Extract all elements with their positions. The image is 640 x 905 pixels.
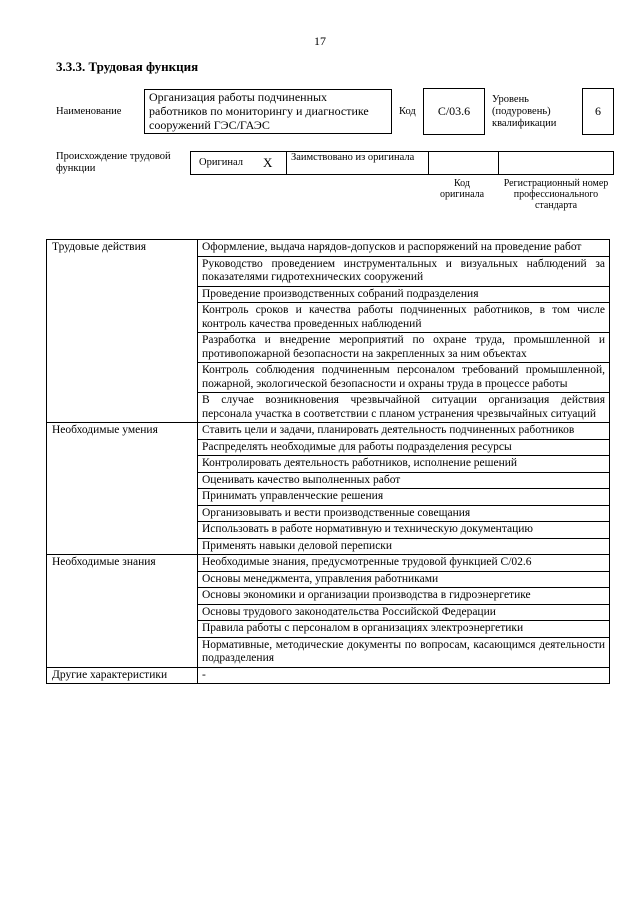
- code-box: [423, 88, 485, 135]
- item-text: Контроль сроков и качества работы подчиненных работников, в том числе контроль качества проведенных наблюдений: [198, 303, 610, 333]
- item-text: Разработка и внедрение мероприятий по охране труда, промышленной и противопожарной безопасности на закрепленных за ним объектах: [198, 333, 610, 363]
- item-text: Оценивать качество выполненных работ: [198, 472, 610, 489]
- table-row: [47, 555, 610, 572]
- level-value: 6: [595, 104, 601, 118]
- category-label: Необходимые умения: [47, 423, 198, 555]
- item-text: Организовывать и вести производственные совещания: [198, 505, 610, 522]
- original-code-cell: [429, 152, 499, 174]
- item-text: Контроль соблюдения подчиненным персоналом требований промышленной, пожарной, экологической безопасности и охраны труда в процессе работы: [198, 363, 610, 393]
- item-text: Проведение производственных собраний подразделения: [198, 286, 610, 303]
- item-text: Применять навыки деловой переписки: [198, 538, 610, 555]
- borrowed-label: Заимствовано из оригинала: [291, 152, 415, 163]
- original-mark: X: [263, 155, 273, 170]
- borrowed-cell: [287, 152, 429, 174]
- item-text: Основы экономики и организации производства в гидроэнергетике: [198, 588, 610, 605]
- item-text: Ставить цели и задачи, планировать деятельность подчиненных работников: [198, 423, 610, 440]
- item-text: Нормативные, методические документы по вопросам, касающимся деятельности подразделения: [198, 637, 610, 667]
- function-name-value: Организация работы подчиненных работников по мониторингу и диагностике сооружений ГЭС/ГАЭС: [149, 90, 369, 132]
- table-row: [47, 667, 610, 684]
- table-row: [47, 423, 610, 440]
- item-text: Принимать управленческие решения: [198, 489, 610, 506]
- original-label: Оригинал: [199, 157, 243, 168]
- item-text: Использовать в работе нормативную и техническую документацию: [198, 522, 610, 539]
- item-text: Руководство проведением инструментальных и визуальных наблюдений за показателями гидротехнических сооружений: [198, 256, 610, 286]
- code-value: C/03.6: [437, 104, 471, 118]
- section-title: 3.3.3. Трудовая функция: [56, 59, 199, 74]
- category-label: Трудовые действия: [47, 240, 198, 423]
- table-row: [47, 240, 610, 257]
- item-text: Оформление, выдача нарядов-допусков и распоряжений на проведение работ: [198, 240, 610, 257]
- function-name-box: [144, 89, 392, 134]
- level-box: [582, 88, 614, 135]
- item-text: Контролировать деятельность работников, исполнение решений: [198, 456, 610, 473]
- regnum-caption: Регистрационный номер профессионального стандарта: [503, 178, 609, 211]
- level-label: Уровень (подуровень) квалификации: [492, 94, 557, 129]
- item-text: -: [198, 667, 610, 684]
- category-label: Другие характеристики: [47, 667, 198, 684]
- item-text: Основы менеджмента, управления работниками: [198, 571, 610, 588]
- item-text: Необходимые знания, предусмотренные трудовой функцией C/02.6: [198, 555, 610, 572]
- regnum-cell: [499, 152, 613, 174]
- category-label: Необходимые знания: [47, 555, 198, 668]
- original-code-caption: Код оригинала: [439, 178, 485, 200]
- function-table: [46, 239, 610, 684]
- original-cell: [191, 152, 287, 174]
- item-text: В случае возникновения чрезвычайной ситуации организация действия персонала участка в соответствии с планом устранения чрезвычайных ситуаций: [198, 393, 610, 423]
- item-text: Основы трудового законодательства Российской Федерации: [198, 604, 610, 621]
- page-number: 17: [314, 34, 326, 48]
- origin-label: Происхождение трудовой функции: [56, 151, 171, 174]
- name-label: Наименование: [56, 106, 122, 117]
- item-text: Правила работы с персоналом в организациях электроэнергетики: [198, 621, 610, 638]
- item-text: Распределять необходимые для работы подразделения ресурсы: [198, 439, 610, 456]
- origin-row: [190, 151, 614, 175]
- code-label: Код: [399, 106, 416, 117]
